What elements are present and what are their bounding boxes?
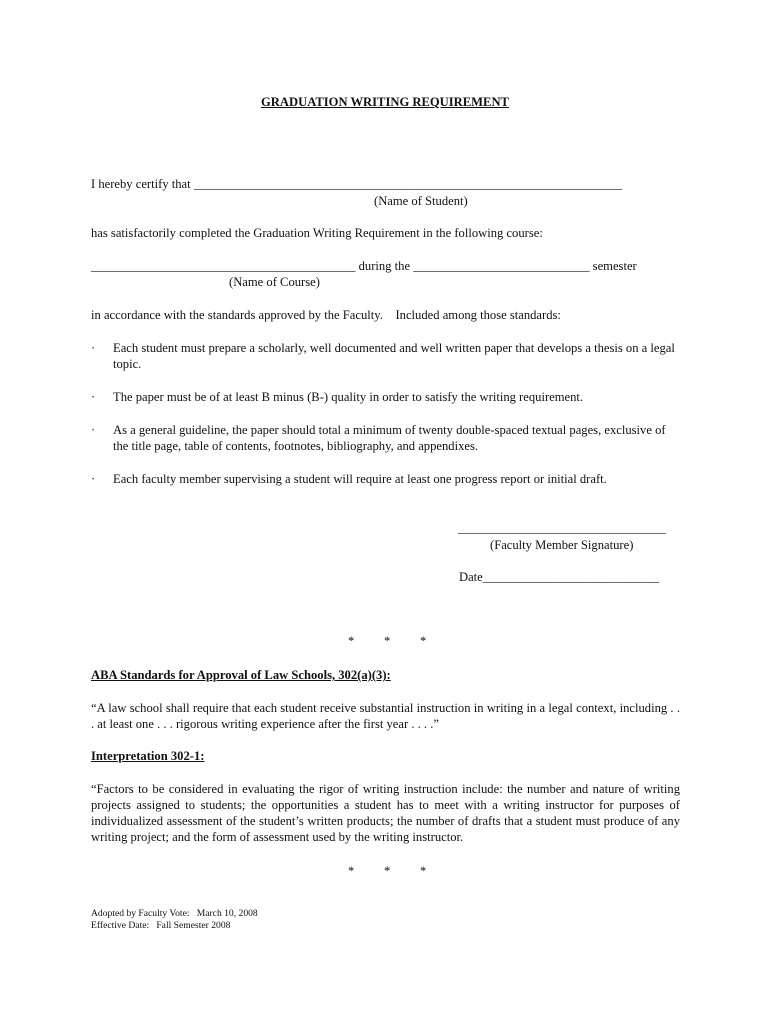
section-divider [348, 863, 456, 879]
student-name-blank[interactable]: ____________________________________________________________________ [193, 177, 622, 191]
star-mark: * [348, 634, 355, 648]
bullet-icon: · [91, 423, 96, 437]
course-line [91, 258, 637, 274]
student-name-caption: (Name of Student) [374, 194, 468, 208]
footer-effective: Effective Date: Fall Semester 2008 [91, 920, 231, 931]
date-label: Date [459, 570, 483, 584]
date-line [459, 569, 659, 585]
certify-line-student [91, 176, 622, 192]
star-mark: * [384, 864, 391, 878]
standard-text: As a general guideline, the paper should total a minimum of twenty double-spaced textual pages, exclusive of the title page, table of contents, footnotes, bibliography, and appendixes. [113, 423, 666, 453]
bullet-icon: · [91, 390, 96, 404]
certify-completion-text: has satisfactorily completed the Graduation Writing Requirement in the following course: [91, 226, 543, 240]
aba-quote: “A law school shall require that each student receive substantial instruction in writing in a legal context, including . . . at least one . . . rigorous writing experience after the first year . . . .” [91, 701, 680, 731]
semester-text: semester [592, 259, 637, 273]
signature-caption: (Faculty Member Signature) [490, 538, 634, 552]
course-name-caption: (Name of Course) [229, 275, 320, 289]
signature-line[interactable]: _________________________________ [458, 521, 666, 535]
star-mark: * [384, 634, 391, 648]
interpretation-heading: Interpretation 302-1: [91, 749, 205, 763]
star-mark: * [420, 864, 427, 878]
standards-intro: in accordance with the standards approved by the Faculty. Included among those standards: [91, 308, 561, 322]
certify-prefix: I hereby certify that [91, 177, 191, 191]
during-text: during the [358, 259, 411, 273]
bullet-icon: · [91, 472, 96, 486]
footer-adopted: Adopted by Faculty Vote: March 10, 2008 [91, 908, 258, 919]
date-blank[interactable]: ____________________________ [482, 570, 660, 584]
section-divider [348, 633, 456, 649]
document-title: GRADUATION WRITING REQUIREMENT [261, 95, 509, 109]
aba-heading: ABA Standards for Approval of Law Schools, 302(a)(3): [91, 668, 391, 682]
standard-text: Each student must prepare a scholarly, well documented and well written paper that develops a thesis on a legal topic. [113, 341, 675, 371]
star-mark: * [348, 864, 355, 878]
course-name-blank[interactable]: __________________________________________ [91, 259, 356, 273]
standard-text: Each faculty member supervising a student will require at least one progress report or initial draft. [113, 472, 607, 486]
interpretation-quote: “Factors to be considered in evaluating the rigor of writing instruction include: the number and nature of writing projects assigned to students; the opportunities a student has to meet with a writing instructor for purposes of individualized assessment of the student’s written products; the number of drafts that a student must produce of any writing project; and the form of assessment used by the writing instructor. [91, 782, 680, 844]
star-mark: * [420, 634, 427, 648]
semester-blank[interactable]: ____________________________ [413, 259, 590, 273]
bullet-icon: · [91, 341, 96, 355]
standard-text: The paper must be of at least B minus (B-) quality in order to satisfy the writing requirement. [113, 390, 584, 404]
